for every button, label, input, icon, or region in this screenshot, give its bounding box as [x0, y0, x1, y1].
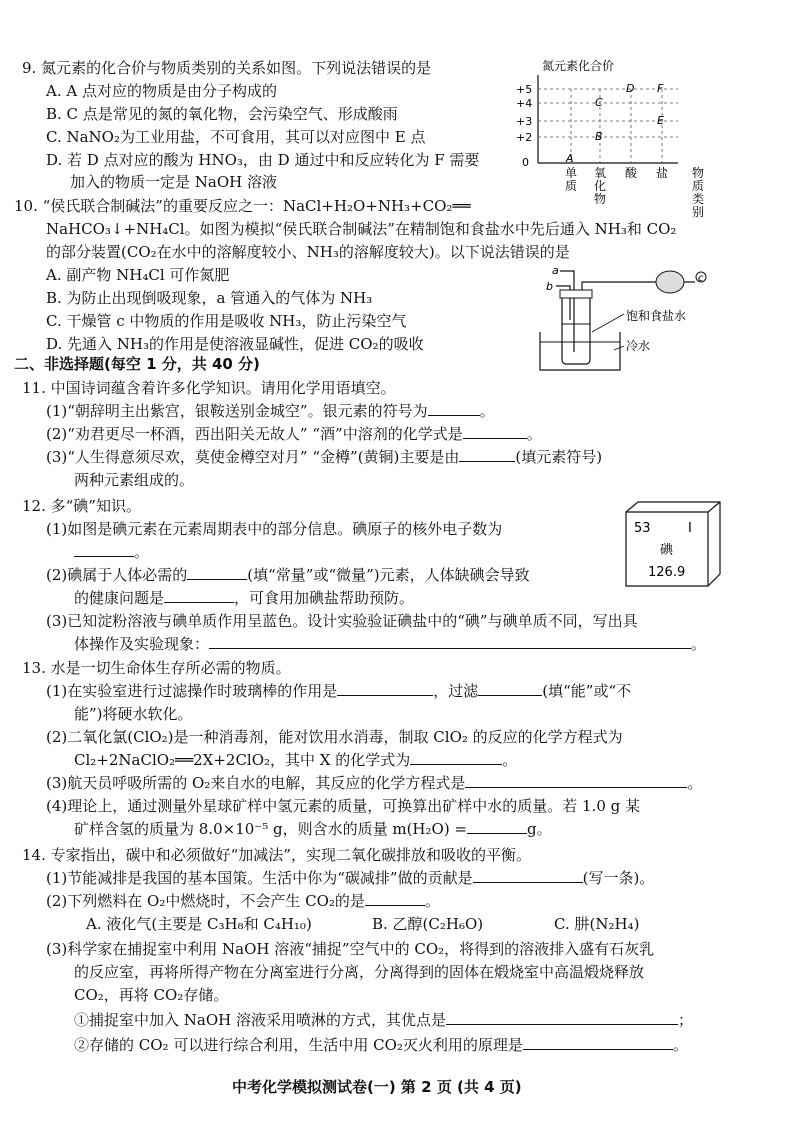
q10-line1: 10. “侯氏联合制碱法”的重要反应之一：NaCl+H₂O+NH₃+CO₂══	[14, 197, 471, 215]
q14-sub2: ②存储的 CO₂ 可以进行综合利用，生活中用 CO₂灭火利用的原理是 。	[74, 1036, 688, 1054]
xlabel-category: 物质类别	[692, 166, 705, 219]
answer-blank[interactable]	[365, 891, 425, 906]
answer-blank[interactable]	[164, 588, 234, 603]
ytick: +4	[516, 97, 533, 110]
tube-a-label: a	[552, 264, 559, 277]
xlabel-salt: 盐	[656, 166, 669, 180]
cold-water-label: 冷水	[626, 339, 651, 353]
q14-option-c: C. 肼(N₂H₄)	[554, 915, 640, 933]
answer-blank[interactable]	[446, 1010, 678, 1025]
answer-blank[interactable]	[428, 401, 480, 416]
answer-blank[interactable]	[463, 424, 527, 439]
section-title: 二、非选择题(每空 1 分，共 40 分)	[14, 355, 260, 373]
q13-part1: (1)在实验室进行过滤操作时玻璃棒的作用是 ，过滤 (填“能”或“不	[46, 682, 632, 700]
xlabel-oxide: 氧化物	[594, 166, 607, 206]
apparatus-diagram	[530, 262, 720, 374]
answer-blank[interactable]	[74, 542, 134, 557]
answer-blank[interactable]	[465, 773, 687, 788]
q10-option-a: A. 副产物 NH₄Cl 可作氮肥	[46, 266, 230, 284]
atomic-mass: 126.9	[648, 565, 686, 580]
q9-option-b: B. C 点是常见的氮的氧化物，会污染空气、形成酸雨	[46, 105, 398, 123]
answer-blank[interactable]	[523, 1035, 673, 1050]
answer-blank[interactable]	[209, 634, 691, 649]
point-c: C	[595, 96, 603, 109]
answer-blank[interactable]	[467, 819, 527, 834]
q13-part1-cont: 能”)将硬水软化。	[74, 705, 193, 723]
q14-option-b: B. 乙醇(C₂H₆O)	[372, 915, 484, 933]
ytick: 0	[522, 156, 529, 169]
q11-part2: (2)“劝君更尽一杯酒，西出阳关无故人” “酒”中溶剂的化学式是 。	[46, 425, 542, 443]
q11-part3: (3)“人生得意须尽欢，莫使金樽空对月” “金樽”(黄铜)主要是由 (填元素符号)	[46, 448, 603, 466]
q13-part2: (2)二氧化氯(ClO₂)是一种消毒剂，能对饮用水消毒，制取 ClO₂ 的反应的化学方程式为	[46, 728, 623, 746]
element-symbol: I	[688, 521, 692, 536]
point-a: A	[566, 152, 574, 165]
q14-part2: (2)下列燃料在 O₂中燃烧时，不会产生 CO₂的是 。	[46, 892, 440, 910]
q11-part3-cont: 两种元素组成的。	[74, 471, 195, 489]
q13-part3: (3)航天员呼吸所需的 O₂来自水的电解，其反应的化学方程式是 。	[46, 774, 703, 792]
q14-part3: (3)科学家在捕捉室中利用 NaOH 溶液“捕捉”空气中的 CO₂，将得到的溶液排入盛有石灰乳	[46, 940, 655, 958]
tube-b-label: b	[546, 280, 553, 293]
point-f: F	[657, 82, 664, 95]
q11-stem: 11. 中国诗词蕴含着许多化学知识。请用化学用语填空。	[22, 379, 396, 397]
tube-c-label: c	[698, 273, 704, 284]
q12-part3-cont: 体操作及实验现象： 。	[74, 635, 707, 653]
q14-part1: (1)节能减排是我国的基本国策。生活中你为“碳减排”做的贡献是 (写一条)。	[46, 869, 655, 887]
q13-part4: (4)理论上，通过测量外星球矿样中氢元素的质量，可换算出矿样中水的质量。若 1.0 g 某	[46, 797, 641, 815]
point-d: D	[626, 82, 635, 95]
q11-part1: (1)“朝辞明主出紫宫，银鞍送别金城空”。银元素的符号为 。	[46, 402, 495, 420]
point-e: E	[657, 114, 664, 127]
ytick: +5	[516, 83, 533, 96]
q14-part3-cont2: CO₂，再将 CO₂存储。	[74, 986, 229, 1004]
q9-option-a: A. A 点对应的物质是由分子构成的	[46, 82, 277, 100]
q12-part3: (3)已知淀粉溶液与碘单质作用呈蓝色。设计实验验证碘盐中的“碘”与碘单质不同，写出具	[46, 612, 638, 630]
valence-chart	[510, 55, 720, 219]
q10-option-c: C. 干燥管 c 中物质的作用是吸收 NH₃，防止污染空气	[46, 312, 407, 330]
answer-blank[interactable]	[478, 681, 542, 696]
iodine-element-cell	[624, 500, 724, 588]
xlabel-acid: 酸	[625, 166, 638, 180]
xlabel-element: 单质	[565, 166, 578, 193]
ytick: +2	[516, 131, 533, 144]
q12-stem: 12. 多“碘”知识。	[22, 497, 141, 515]
q12-part2-cont: 的健康问题是 ，可食用加碘盐帮助预防。	[74, 589, 415, 607]
q14-stem: 14. 专家指出，碳中和必须做好“加减法”，实现二氧化碳排放和吸收的平衡。	[22, 846, 531, 864]
q14-part3-cont: 的反应室，再将所得产物在分离室进行分离，分离得到的固体在煅烧室中高温煅烧释放	[74, 963, 645, 981]
ytick: +3	[516, 115, 533, 128]
answer-blank[interactable]	[459, 447, 515, 462]
q14-sub1: ①捕捉室中加入 NaOH 溶液采用喷淋的方式，其优点是 ；	[74, 1011, 694, 1029]
atomic-number: 53	[634, 521, 651, 536]
q10-line2: NaHCO₃↓+NH₄Cl。如图为模拟“侯氏联合制碱法”在精制饱和食盐水中先后通入 NH₃和 CO₂	[46, 220, 677, 238]
element-name: 碘	[660, 543, 674, 558]
chart-ylabel: 氮元素化合价	[542, 59, 615, 73]
q9-option-c: C. NaNO₂为工业用盐，不可食用，其可以对应图中 E 点	[46, 128, 426, 146]
point-b: B	[595, 130, 603, 143]
page-footer: 中考化学模拟测试卷(一) 第 2 页 (共 4 页)	[232, 1078, 522, 1096]
q13-part4-cont: 矿样含氢的质量为 8.0×10⁻⁵ g，则含水的质量 m(H₂O) = g。	[74, 820, 552, 838]
q10-option-b: B. 为防止出现倒吸现象，a 管通入的气体为 NH₃	[46, 289, 373, 307]
q10-line3: 的部分装置(CO₂在水中的溶解度较小、NH₃的溶解度较大)。以下说法错误的是	[46, 243, 570, 261]
q9-option-d: D. 若 D 点对应的酸为 HNO₃，由 D 通过中和反应转化为 F 需要	[46, 151, 480, 169]
q10-option-d: D. 先通入 NH₃的作用是使溶液显碱性，促进 CO₂的吸收	[46, 335, 424, 353]
answer-blank[interactable]	[187, 565, 247, 580]
q12-part1: (1)如图是碘元素在元素周期表中的部分信息。碘原子的核外电子数为	[46, 520, 503, 538]
answer-blank[interactable]	[473, 868, 583, 883]
answer-blank[interactable]	[410, 750, 502, 765]
q12-part2: (2)碘属于人体必需的 (填“常量”或“微量”)元素，人体缺碘会导致	[46, 566, 530, 584]
q9-stem: 9. 氮元素的化合价与物质类别的关系如图。下列说法错误的是	[22, 59, 432, 77]
q9-option-d-cont: 加入的物质一定是 NaOH 溶液	[70, 173, 277, 191]
q12-part1-blank: 。	[74, 542, 149, 562]
answer-blank[interactable]	[337, 681, 433, 696]
q13-stem: 13. 水是一切生命体生存所必需的物质。	[22, 659, 291, 677]
flask	[562, 294, 590, 364]
saline-label: 饱和食盐水	[626, 309, 687, 323]
q13-part2-cont: Cl₂+2NaClO₂══2X+2ClO₂，其中 X 的化学式为 。	[74, 751, 518, 769]
q14-option-a: A. 液化气(主要是 C₃H₈和 C₄H₁₀)	[86, 915, 312, 933]
